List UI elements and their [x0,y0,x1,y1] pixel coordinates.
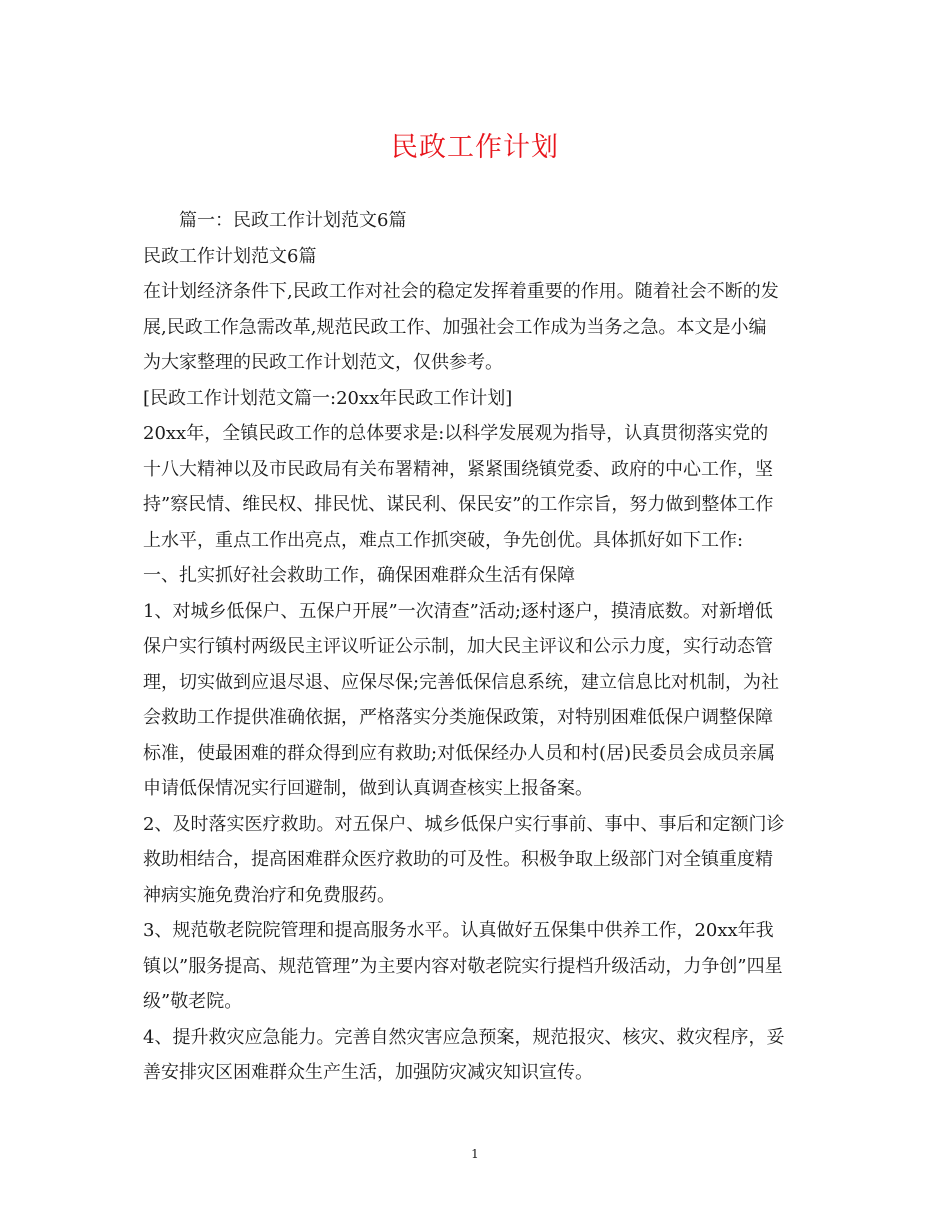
page-number: 1 [471,1147,479,1161]
text-line: 展,民政工作急需改革,规范民政工作、加强社会工作成为当务之急。本文是小编 [143,316,767,338]
section-heading: 篇一：民政工作计划范文6篇 [179,210,407,231]
text-line: 善安排灾区困难群众生产生活，加强防灾减灾知识宣传。 [143,1062,593,1083]
text-line: 会救助工作提供准确依据，严格落实分类施保政策，对特别困难低保户调整保障 [143,707,773,728]
text-line: 级”敬老院。 [143,991,243,1012]
text-line: 理，切实做到应退尽退、应保尽保;完善低保信息系统，建立信息比对机制，为社 [143,671,780,693]
text-line: 一、扎实抓好社会救助工作，确保困难群众生活有保障 [143,565,575,586]
text-line: 保户实行镇村两级民主评议听证公示制，加大民主评议和公示力度，实行动态管 [143,636,773,657]
document-body [143,203,813,1091]
text-line: 3、规范敬老院院管理和提高服务水平。认真做好五保集中供养工作，20xx年我 [143,920,774,941]
document-title: 民政工作计划 [391,132,559,163]
text-line: 1、对城乡低保户、五保户开展”一次清查”活动;逐村逐户，摸清底数。对新增低 [143,600,773,622]
text-line: 神病实施免费治疗和免费服药。 [143,884,395,906]
text-line: 上水平，重点工作出亮点，难点工作抓突破，争先创优。具体抓好如下工作: [143,529,744,551]
text-line: 为大家整理的民政工作计划范文，仅供参考。 [143,352,503,373]
text-line: [民政工作计划范文篇一:20xx年民政工作计划] [143,387,513,409]
text-line: 民政工作计划范文6篇 [143,245,317,267]
text-line: 救助相结合，提高困难群众医疗救助的可及性。积极争取上级部门对全镇重度精 [143,849,773,870]
text-line: 在计划经济条件下,民政工作对社会的稳定发挥着重要的作用。随着社会不断的发 [143,281,779,302]
text-line: 2、及时落实医疗救助。对五保户、城乡低保户实行事前、事中、事后和定额门诊 [143,813,785,835]
text-line: 持”察民情、维民权、排民忧、谋民利、保民安”的工作宗旨，努力做到整体工作 [143,494,774,515]
text-line: 申请低保情况实行回避制，做到认真调查核实上报备案。 [143,778,593,799]
text-line: 十八大精神以及市民政局有关布署精神，紧紧围绕镇党委、政府的中心工作，坚 [143,458,773,480]
text-line: 4、提升救灾应急能力。完善自然灾害应急预案，规范报灾、核灾、救灾程序，妥 [143,1026,785,1048]
text-line: 标准，使最困难的群众得到应有救助;对低保经办人员和村(居)民委员会成员亲属 [143,742,776,764]
text-line: 20xx年，全镇民政工作的总体要求是:以科学发展观为指导，认真贯彻落实党的 [143,423,769,444]
text-line: 镇以”服务提高、规范管理”为主要内容对敬老院实行提档升级活动，力争创”四星 [143,955,783,977]
